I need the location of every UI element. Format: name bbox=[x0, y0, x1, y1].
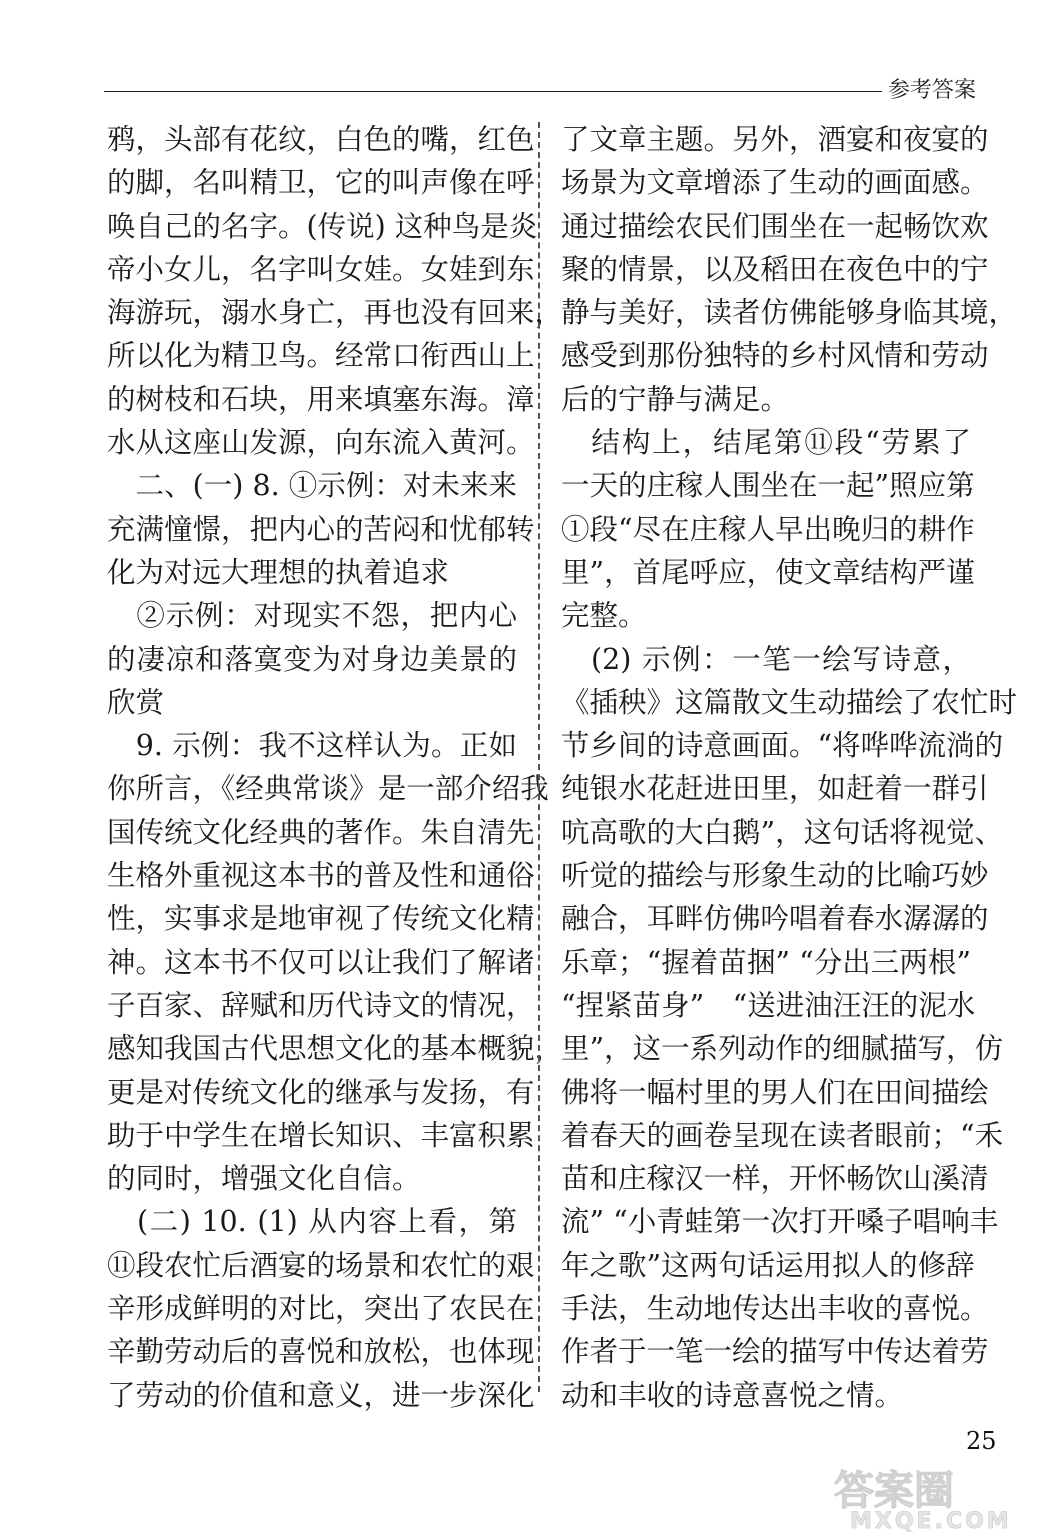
right-text-line: 里”，首尾呼应，使文章结构严谨 bbox=[561, 555, 975, 589]
right-text-line: 感受到那份独特的乡村风情和劳动 bbox=[561, 339, 989, 373]
watermark-text: 答案圈 bbox=[834, 1468, 954, 1514]
left-text-line: 9. 示例：我不这样认为。正如 bbox=[107, 729, 517, 763]
right-text-line: 完整。 bbox=[561, 599, 647, 633]
left-text-line: 唤自己的名字。(传说) 这种鸟是炎 bbox=[107, 209, 538, 243]
left-text-line: 帝小女儿，名字叫女娃。女娃到东 bbox=[107, 252, 535, 286]
right-text-line: 里”，这一系列动作的细腻描写，仿 bbox=[561, 1032, 1004, 1066]
left-text-line: 感知我国古代思想文化的基本概貌， bbox=[107, 1032, 564, 1066]
right-text-line: 后的宁静与满足。 bbox=[561, 382, 790, 416]
right-text-line: 佛将一幅村里的男人们在田间描绘 bbox=[561, 1075, 989, 1109]
left-text-line: 的凄凉和落寞变为对身边美景的 bbox=[107, 642, 517, 676]
right-text-line: ①段“尽在庄稼人早出晚归的耕作 bbox=[561, 512, 975, 546]
left-text-line: 了劳动的价值和意义，进一步深化 bbox=[107, 1378, 535, 1412]
right-text-line: “捏紧苗身” “送进油汪汪的泥水 bbox=[561, 988, 976, 1022]
left-text-line: 所以化为精卫鸟。经常口衔西山上 bbox=[107, 339, 535, 373]
header-rule bbox=[104, 91, 882, 92]
right-text-line: 结构上，结尾第⑪段“劳累了 bbox=[561, 426, 971, 460]
left-text-line: 欣赏 bbox=[107, 685, 165, 719]
right-text-line: (2) 示例：一笔一绘写诗意， bbox=[561, 642, 971, 676]
left-text-line: 水从这座山发源，向东流入黄河。 bbox=[107, 426, 535, 460]
watermark-logo bbox=[830, 1462, 1044, 1532]
right-text-line: 《插秧》这篇散文生动描绘了农忙时 bbox=[561, 685, 1018, 719]
left-text-line: 鸦，头部有花纹，白色的嘴，红色 bbox=[107, 123, 535, 156]
left-text-line: ⑪段农忙后酒宴的场景和农忙的艰 bbox=[107, 1248, 535, 1282]
right-text-line: 通过描绘农民们围坐在一起畅饮欢 bbox=[561, 209, 989, 243]
left-text-line: 辛勤劳动后的喜悦和放松，也体现 bbox=[107, 1335, 535, 1369]
right-text-line: 节乡间的诗意画面。“将哗哗流淌的 bbox=[561, 729, 1004, 763]
right-text-line: 听觉的描绘与形象生动的比喻巧妙 bbox=[561, 859, 989, 893]
right-text-line: 作者于一笔一绘的描写中传达着劳 bbox=[561, 1335, 989, 1369]
left-text-line: 神。这本书不仅可以让我们了解诸 bbox=[107, 945, 535, 979]
right-text-line: 手法，生动地传达出丰收的喜悦。 bbox=[561, 1292, 989, 1326]
left-text-line: (二) 10. (1) 从内容上看，第 bbox=[107, 1205, 517, 1239]
right-text-line: 融合，耳畔仿佛吟唱着春水潺潺的 bbox=[561, 902, 989, 936]
right-text-line: 场景为文章增添了生动的画面感。 bbox=[561, 166, 989, 200]
watermark-subtext: MXQE.COM bbox=[850, 1509, 1012, 1532]
right-text-line: 静与美好，读者仿佛能够身临其境， bbox=[561, 296, 1018, 330]
left-column bbox=[107, 118, 564, 1417]
right-text-line: 流” “小青蛙第一次打开嗓子唱响丰 bbox=[561, 1205, 999, 1239]
left-text-line: 子百家、辞赋和历代诗文的情况， bbox=[107, 988, 535, 1022]
right-text-line: 吭高歌的大白鹅”，这句话将视觉、 bbox=[561, 815, 1004, 849]
left-text-line: 化为对远大理想的执着追求 bbox=[107, 555, 450, 589]
right-text-line: 着春天的画卷呈现在读者眼前；“禾 bbox=[561, 1118, 1004, 1152]
right-text-line: 了文章主题。另外，酒宴和夜宴的 bbox=[561, 123, 989, 156]
right-text-line: 乐章；“握着苗捆” “分出三两根” bbox=[561, 945, 971, 979]
left-text-line: 的脚，名叫精卫，它的叫声像在呼 bbox=[107, 166, 535, 200]
left-text-line: 的同时，增强文化自信。 bbox=[107, 1162, 421, 1196]
right-column bbox=[561, 118, 1018, 1417]
column-divider bbox=[538, 122, 540, 1392]
left-text-line: 你所言，《经典常谈》是一部介绍我 bbox=[107, 772, 549, 806]
right-text-line: 聚的情景，以及稻田在夜色中的宁 bbox=[561, 252, 989, 286]
left-text-line: 性，实事求是地审视了传统文化精 bbox=[107, 902, 535, 936]
header-title: 参考答案 bbox=[888, 78, 977, 103]
left-text-line: 的树枝和石块，用来填塞东海。漳 bbox=[107, 382, 535, 416]
left-text-line: 更是对传统文化的继承与发扬，有 bbox=[107, 1075, 535, 1109]
left-text-line: 助于中学生在增长知识、丰富积累 bbox=[107, 1118, 535, 1152]
left-text-line: 辛形成鲜明的对比，突出了农民在 bbox=[107, 1292, 535, 1326]
right-text-line: 纯银水花赶进田里，如赶着一群引 bbox=[561, 772, 989, 806]
right-text-line: 苗和庄稼汉一样，开怀畅饮山溪清 bbox=[561, 1162, 989, 1196]
right-text-line: 一天的庄稼人围坐在一起”照应第 bbox=[561, 469, 975, 503]
left-text-line: 海游玩，溺水身亡，再也没有回来， bbox=[107, 296, 564, 330]
left-text-line: 国传统文化经典的著作。朱自清先 bbox=[107, 815, 535, 849]
left-text-line: 充满憧憬，把内心的苦闷和忧郁转 bbox=[107, 512, 535, 546]
left-text-line: 生格外重视这本书的普及性和通俗 bbox=[107, 859, 535, 893]
page-number: 25 bbox=[966, 1427, 997, 1455]
left-text-line: 二、(一) 8. ①示例：对未来来 bbox=[107, 469, 517, 503]
right-text-line: 动和丰收的诗意喜悦之情。 bbox=[561, 1378, 904, 1412]
right-text-line: 年之歌”这两句话运用拟人的修辞 bbox=[561, 1248, 975, 1282]
left-text-line: ②示例：对现实不怨，把内心 bbox=[107, 599, 517, 633]
